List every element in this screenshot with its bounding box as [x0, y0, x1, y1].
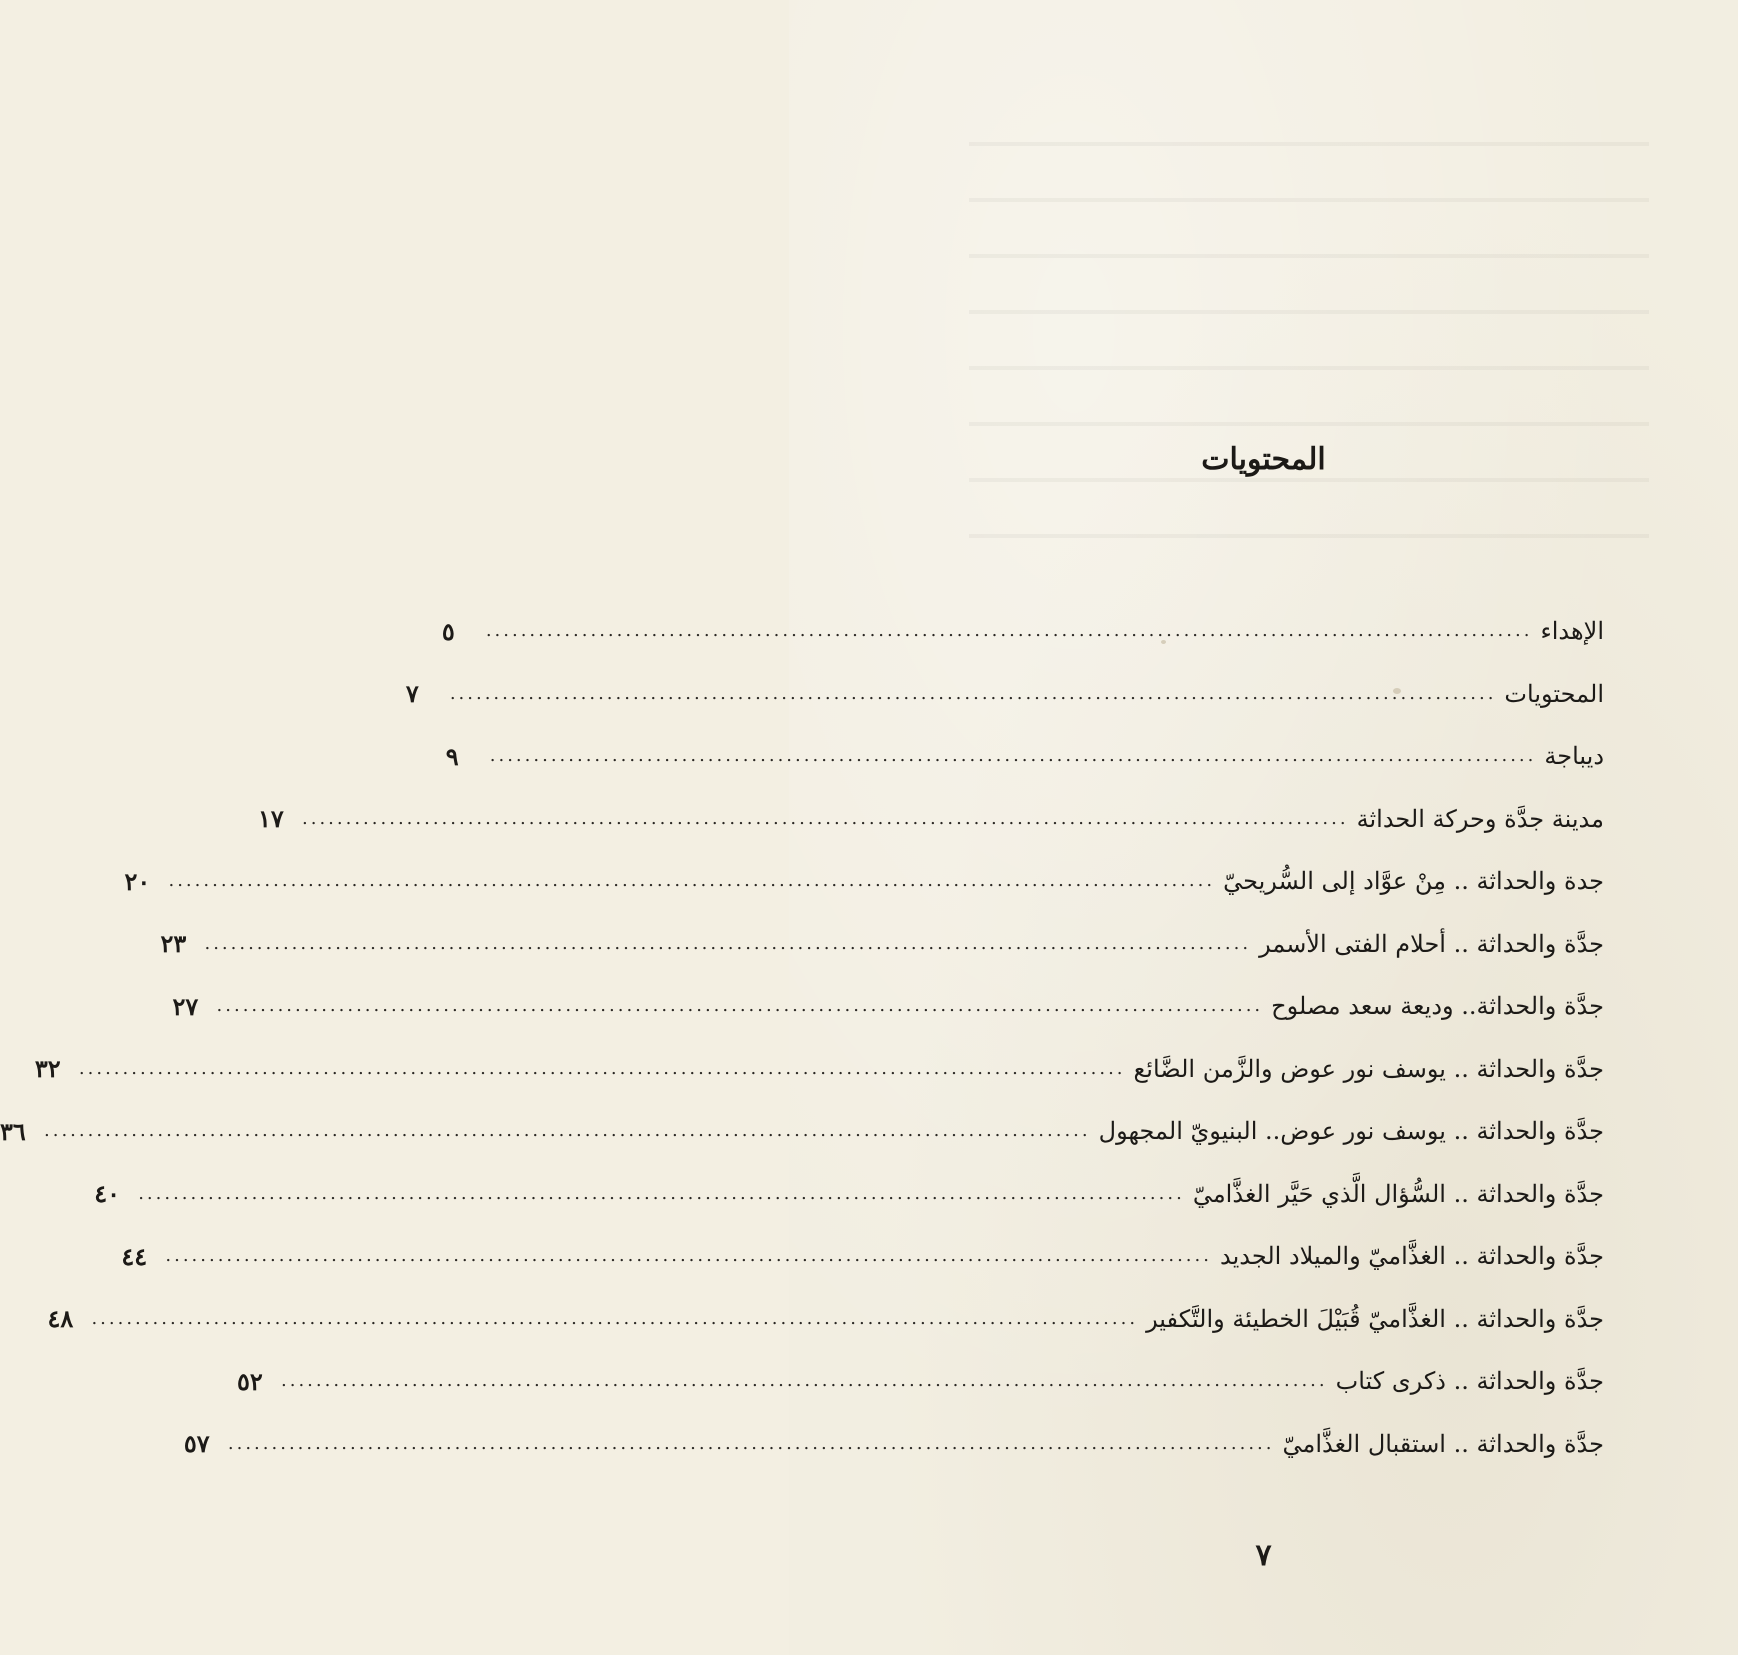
toc-entry-title: جدة والحداثة .. مِنْ عوَّاد إلى السُّريحيّ: [1223, 867, 1604, 896]
toc-entry-title: الإهداء: [1540, 617, 1604, 646]
toc-entry-title: جدَّة والحداثة .. يوسف نور عوض.. البنيويّ المجهول: [1098, 1117, 1604, 1146]
toc-entry-title: جدَّة والحداثة .. يوسف نور عوض والزَّمن الضَّائع: [1133, 1054, 1604, 1083]
dot-leader: ........................................................................................................................: [489, 745, 1537, 767]
toc-entry: [34, 1038, 1604, 1101]
toc-entry: [124, 850, 1604, 913]
dot-leader: ........................................................................................................................: [168, 870, 1216, 892]
toc-entry: [405, 663, 1604, 726]
toc-entry: [94, 1163, 1604, 1226]
toc-entry-page-number: ٥٧: [183, 1429, 210, 1459]
reverse-side-bleed-through: [969, 90, 1649, 560]
dot-leader: ........................................................................................................................: [216, 995, 1264, 1017]
toc-entry-title: جدَّة والحداثة.. وديعة سعد مصلوح: [1271, 992, 1604, 1021]
toc-entry-page-number: ١٧: [258, 804, 284, 834]
toc-entry: [237, 1350, 1604, 1413]
toc-entry-title: المحتويات: [1504, 679, 1604, 708]
dot-leader: ........................................................................................................................: [227, 1432, 1275, 1454]
page-title: المحتويات: [1201, 442, 1326, 478]
toc-entry-page-number: ٤٨: [47, 1304, 74, 1334]
dot-leader: ........................................................................................................................: [138, 1182, 1185, 1204]
page-number: ٧: [1255, 1538, 1272, 1573]
toc-entry-page-number: ٣٦: [0, 1116, 26, 1146]
toc-entry-title: جدَّة والحداثة .. استقبال الغذَّاميّ: [1282, 1429, 1604, 1458]
dot-leader: ........................................................................................................................: [485, 620, 1533, 642]
toc-entry-title: جدَّة والحداثة .. ذكرى كتاب: [1335, 1367, 1604, 1396]
toc-entry-page-number: ٥: [441, 616, 455, 646]
toc-entry-title: جدَّة والحداثة .. الغذَّاميّ والميلاد الجديد: [1219, 1242, 1604, 1271]
toc-entry-page-number: ٧: [405, 679, 419, 709]
toc-entry: [441, 600, 1604, 663]
toc-entry-page-number: ٣٢: [34, 1054, 61, 1084]
toc-entry-page-number: ٩: [445, 741, 459, 771]
toc-entry-title: ديباجة: [1544, 742, 1604, 771]
toc-entry-title: جدَّة والحداثة .. السُّؤال الَّذي حَيَّر الغذَّاميّ: [1192, 1179, 1604, 1208]
toc-entry: [0, 1100, 1604, 1163]
toc-entry: [160, 913, 1604, 976]
dot-leader: ........................................................................................................................: [44, 1120, 1091, 1142]
dot-leader: ........................................................................................................................: [91, 1307, 1139, 1329]
toc-entry: [172, 975, 1604, 1038]
dot-leader: ........................................................................................................................: [204, 932, 1252, 954]
toc-entry-page-number: ٤٤: [121, 1241, 148, 1271]
toc-entry-page-number: ٤٠: [94, 1179, 120, 1209]
toc-entry: [258, 788, 1604, 851]
toc-entry: [121, 1225, 1604, 1288]
dot-leader: ........................................................................................................................: [449, 682, 1497, 704]
toc-entry: [47, 1288, 1604, 1351]
dot-leader: ........................................................................................................................: [302, 807, 1349, 829]
table-of-contents: [0, 600, 1604, 1475]
toc-entry-page-number: ٢٠: [124, 866, 151, 896]
dot-leader: ........................................................................................................................: [165, 1245, 1212, 1267]
dot-leader: ........................................................................................................................: [78, 1057, 1126, 1079]
toc-entry: [183, 1413, 1604, 1476]
toc-entry-page-number: ٢٣: [160, 929, 187, 959]
toc-entry-page-number: ٢٧: [172, 991, 199, 1021]
toc-entry: [445, 725, 1604, 788]
dot-leader: ........................................................................................................................: [281, 1370, 1328, 1392]
toc-entry-title: مدينة جدَّة وحركة الحداثة: [1356, 804, 1604, 833]
toc-entry-title: جدَّة والحداثة .. الغذَّاميّ قُبَيْلَ الخطيئة والتَّكفير: [1146, 1304, 1604, 1333]
toc-entry-title: جدَّة والحداثة .. أحلام الفتى الأسمر: [1259, 929, 1604, 958]
toc-entry-page-number: ٥٢: [237, 1366, 263, 1396]
